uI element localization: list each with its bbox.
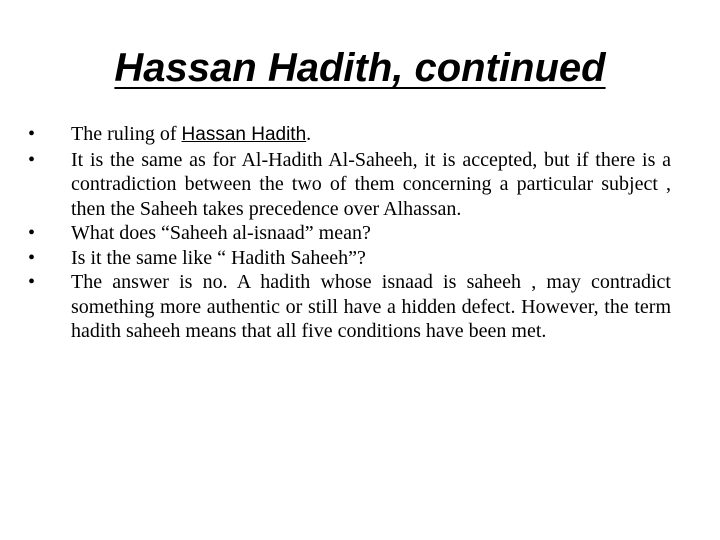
bullet-text-prefix: The ruling of [71,123,182,145]
bullet-item-same-as-saheeh [28,148,671,222]
bullet-icon: • [28,246,36,269]
slide-title: Hassan Hadith, continued [114,46,606,90]
hassan-hadith-term: Hassan Hadith [181,124,307,145]
bullet-text: The answer is no. A hadith whose isnaad is saheeh , may contradict something more authentic or still have a hidden defect. However, the term hadith saheeh means that all five conditions have been met. [71,271,671,342]
bullet-text: What does “Saheeh al-isnaad” mean? [71,222,371,244]
bullet-text: Is it the same like “ Hadith Saheeh”? [71,246,366,269]
bullet-text: It is the same as for Al-Hadith Al-Saheeh, it is accepted, but if there is a contradiction between the two of them concerning a particular subject , then the Saheeh takes precedence over Alhassan. [71,148,671,220]
bullet-list [28,122,671,344]
bullet-item-question-isnaad [28,221,671,246]
bullet-item-question-same [28,246,671,271]
bullet-item-ruling [28,122,671,148]
bullet-item-answer [28,270,671,344]
bullet-icon: • [28,271,36,293]
bullet-icon: • [28,123,36,145]
bullet-icon: • [28,148,36,171]
bullet-icon: • [28,222,36,244]
bullet-text-suffix: . [306,123,312,145]
